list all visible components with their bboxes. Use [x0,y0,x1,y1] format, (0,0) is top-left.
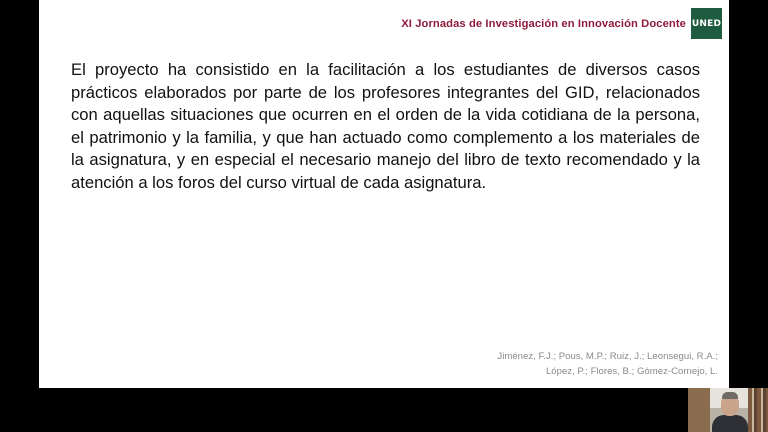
presenter-webcam-thumbnail [688,388,768,432]
slide-body-text: El proyecto ha consistido en la facilitación a los estudiantes de diversos casos prácticos elaborados por parte de los profesores integrantes del GID, relacionados con aquellas situaciones que ocurren en el orden de la vida cotidiana de la persona, el patrimonio y la familia, y que han actuado como complemento a los materiales de la asignatura, y en especial el necesario manejo del libro de texto recomendado y la atención a los foros del curso virtual de cada asignatura. [71,60,700,192]
authors-credit [418,350,718,379]
books-image [748,388,768,432]
authors-line: López, P.; Flores, B.; Gómez-Cornejo, L. [545,365,718,377]
bookshelf-image [688,388,710,432]
conference-title: XI Jornadas de Investigación en Innovación Docente [401,17,686,30]
uned-logo: UNED [691,8,722,39]
presenter-hair-image [722,392,738,399]
slide-header [401,8,722,39]
authors-line: Jiménez, F.J.; Pous, M.P.; Ruiz, J.; Leonsegui, R.A.; [497,351,718,362]
presenter-body-image [712,415,748,432]
presentation-slide [39,0,729,388]
